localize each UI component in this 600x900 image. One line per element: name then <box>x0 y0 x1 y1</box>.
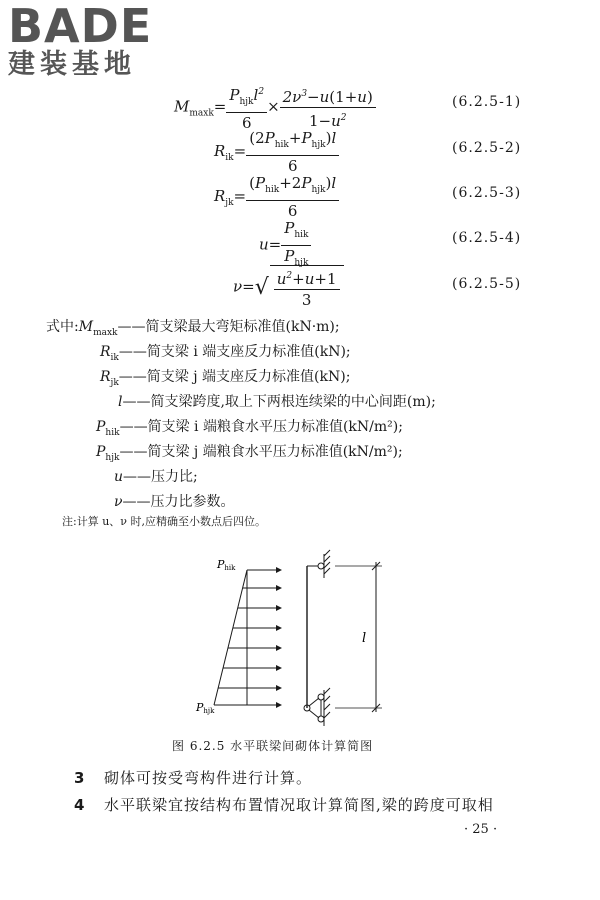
definition-row: 式中$:M_{maxk}——$简支梁最大弯矩标准值(kN·m); <box>46 319 340 338</box>
figure-caption: 图 6.2.5 水平联梁间砌体计算简图 <box>172 739 374 753</box>
label-p-hjk: Phjk <box>196 701 215 715</box>
equation-1-number: (6.2.5-1) <box>452 94 522 110</box>
equation-5: ν=√ $\frac{u^2+u+1}{3}$ <box>233 265 344 310</box>
paragraph-3 <box>74 767 312 788</box>
equation-4: u= $\frac{P_{hik}}{P_{hjk}}$ <box>259 218 311 273</box>
paragraph-4-number: 4 <box>74 796 86 814</box>
definition-row: $R_{jk}——$简支梁 j 端支座反力标准值(kN); <box>100 369 351 388</box>
paragraph-4-text: 水平联梁宜按结构布置情况取计算简图,梁的跨度可取相 <box>104 796 494 814</box>
definition-row: $P_{hjk}——$简支梁 j 端粮食水平压力标准值(kN/m²); <box>96 444 403 463</box>
paragraph-3-text: 砌体可按受弯构件进行计算。 <box>104 769 313 787</box>
definition-row: l——简支梁跨度,取上下两根连续梁的中心间距(m); <box>118 394 436 410</box>
paragraph-4 <box>74 794 494 815</box>
equation-1-lhs-sub: maxk <box>189 108 214 119</box>
definition-row: $R_{ik}——$简支梁 i 端支座反力标准值(kN); <box>100 344 351 363</box>
equation-4-number: (6.2.5-4) <box>452 230 522 246</box>
paragraph-3-number: 3 <box>74 769 86 787</box>
definition-row: ν——压力比参数。 <box>114 494 235 510</box>
equation-3-number: (6.2.5-3) <box>452 185 522 201</box>
equation-5-lhs: ν <box>233 277 243 296</box>
equation-1: $M_{maxk}=$ $\frac{P_{hjk}l^2}{6}$ × $\frac{2\nu^3-u(1+u)}{1-u^2}$ <box>174 82 376 133</box>
equation-2-number: (6.2.5-2) <box>452 140 522 156</box>
equation-2-lhs-sub: ik <box>225 153 234 163</box>
arrow-heads <box>276 567 282 708</box>
pressure-arrows <box>214 570 276 705</box>
calculation-note: 注:计算 u、ν 时,应精确至小数点后四位。 <box>62 515 266 528</box>
equation-5-number: (6.2.5-5) <box>452 276 522 292</box>
equation-2-lhs: R <box>214 142 226 160</box>
label-span-l: l <box>362 631 367 646</box>
logo-subtitle: 建装基地 <box>8 49 136 80</box>
definition-row: u——压力比; <box>114 469 198 485</box>
equation-1-lhs: M <box>174 97 190 116</box>
equation-2: $R_{ik}=$ $\frac{(2P_{hik}+P_{hjk})l}{6}$ <box>214 128 339 176</box>
label-p-hik: Phik <box>217 558 236 572</box>
definitions-intro: 式中: <box>46 319 79 335</box>
logo-brand: BADE <box>8 0 153 53</box>
page-number: · 25 · <box>464 822 498 837</box>
equation-3-lhs-sub: jk <box>225 198 234 208</box>
equation-4-lhs: u <box>259 235 269 254</box>
definition-row: $P_{hik}——$简支梁 i 端粮食水平压力标准值(kN/m²); <box>96 419 403 438</box>
equation-3-lhs: R <box>214 187 226 205</box>
equation-3: $R_{jk}=$ $\frac{(P_{hik}+2P_{hjk})l}{6}$ <box>214 173 339 221</box>
